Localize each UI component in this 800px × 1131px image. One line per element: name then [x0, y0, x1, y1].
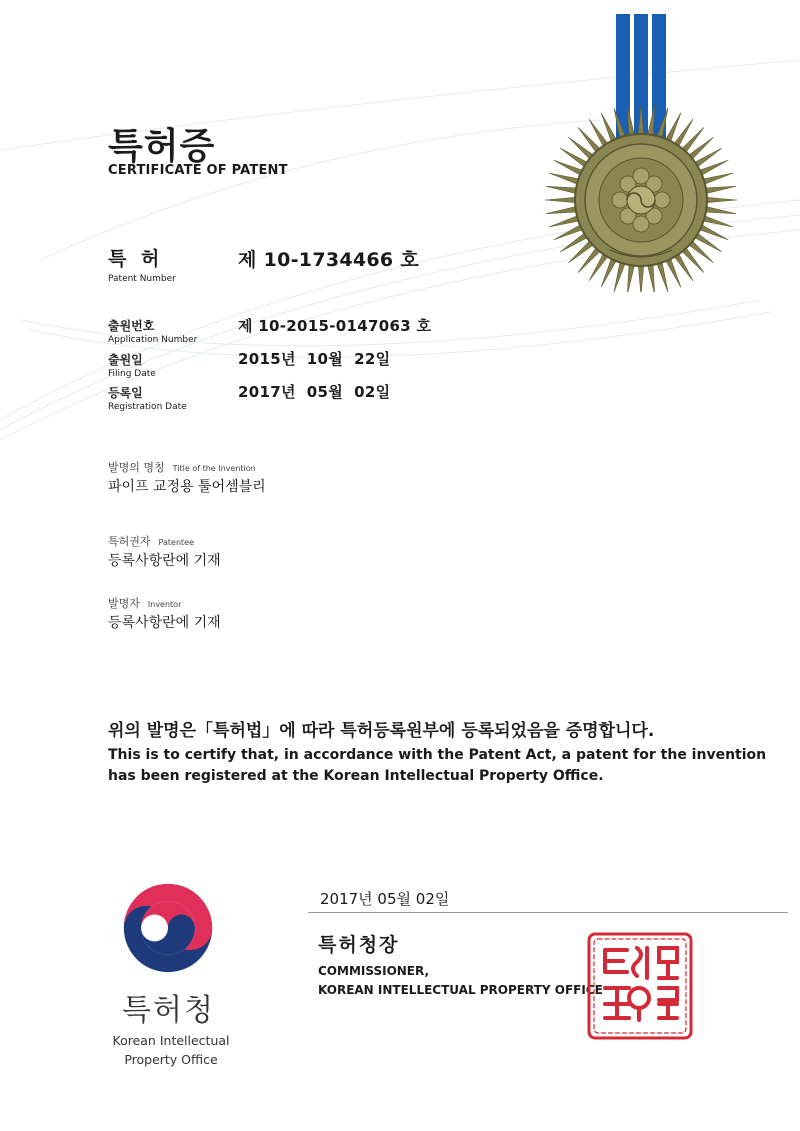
registration-date-value: 2017년 05월 02일 [238, 383, 391, 401]
commissioner-title-en-line2: KOREAN INTELLECTUAL PROPERTY OFFICE [318, 983, 603, 997]
application-number-label [108, 317, 197, 345]
filing-date-value: 2015년 10월 22일 [238, 350, 391, 368]
agency-name-ko: 특허청 [122, 993, 215, 1028]
inventor-label-en: Inventor [147, 600, 182, 609]
application-number-label-ko: 출원번호 [108, 319, 155, 333]
registration-date-label [108, 384, 187, 412]
commissioner-title-ko: 특허청장 [318, 934, 400, 956]
patentee-label-ko: 특허권자 [108, 535, 151, 548]
patentee-field [108, 530, 194, 549]
application-number-value: 제 10-2015-0147063 호 [238, 317, 432, 335]
patentee-label-en: Patentee [158, 538, 194, 547]
filing-date-label [108, 351, 156, 379]
commissioner-title-en [318, 962, 603, 1000]
taegeuk-logo-icon [120, 880, 216, 976]
patent-number-value: 제 10-1734466 호 [238, 249, 420, 271]
gold-medal-emblem-icon [540, 14, 740, 292]
certificate-title-en: CERTIFICATE OF PATENT [108, 163, 288, 178]
signature-divider [308, 912, 788, 913]
patent-number-label-ko: 특 허 [108, 248, 164, 270]
certification-statement-en: This is to certify that, in accordance with the Patent Act, a patent for the invention has been registered at the Korean Intellectual Property Office. [108, 747, 767, 784]
patent-number-label [108, 244, 176, 284]
invention-title-label-en: Title of the Invention [172, 464, 256, 473]
certification-statement-ko: 위의 발명은「특허법」에 따라 특허등록원부에 등록되었음을 증명합니다. [108, 721, 655, 741]
registration-date-label-ko: 등록일 [108, 386, 143, 400]
invention-title-label-ko: 발명의 명칭 [108, 461, 165, 474]
invention-title-field [108, 456, 256, 475]
inventor-label-ko: 발명자 [108, 597, 140, 610]
registration-date-label-en: Registration Date [108, 402, 187, 412]
application-number-label-en: Application Number [108, 335, 198, 345]
patentee-value: 등록사항란에 기재 [108, 553, 221, 569]
issue-date: 2017년 05월 02일 [320, 890, 450, 908]
invention-title-value: 파이프 교정용 툴어셈블리 [108, 479, 266, 495]
agency-name-en-line2: Property Office [124, 1052, 218, 1067]
filing-date-label-ko: 출원일 [108, 353, 143, 367]
patent-number-label-en: Patent Number [108, 274, 176, 284]
official-red-seal-icon [585, 930, 695, 1042]
agency-name-en [96, 1031, 246, 1069]
certificate-title-ko: 특허증 [108, 126, 216, 167]
inventor-value: 등록사항란에 기재 [108, 615, 221, 631]
inventor-field [108, 592, 181, 611]
filing-date-label-en: Filing Date [108, 369, 156, 379]
agency-name-en-line1: Korean Intellectual [112, 1033, 230, 1048]
commissioner-title-en-line1: COMMISSIONER, [318, 964, 430, 978]
